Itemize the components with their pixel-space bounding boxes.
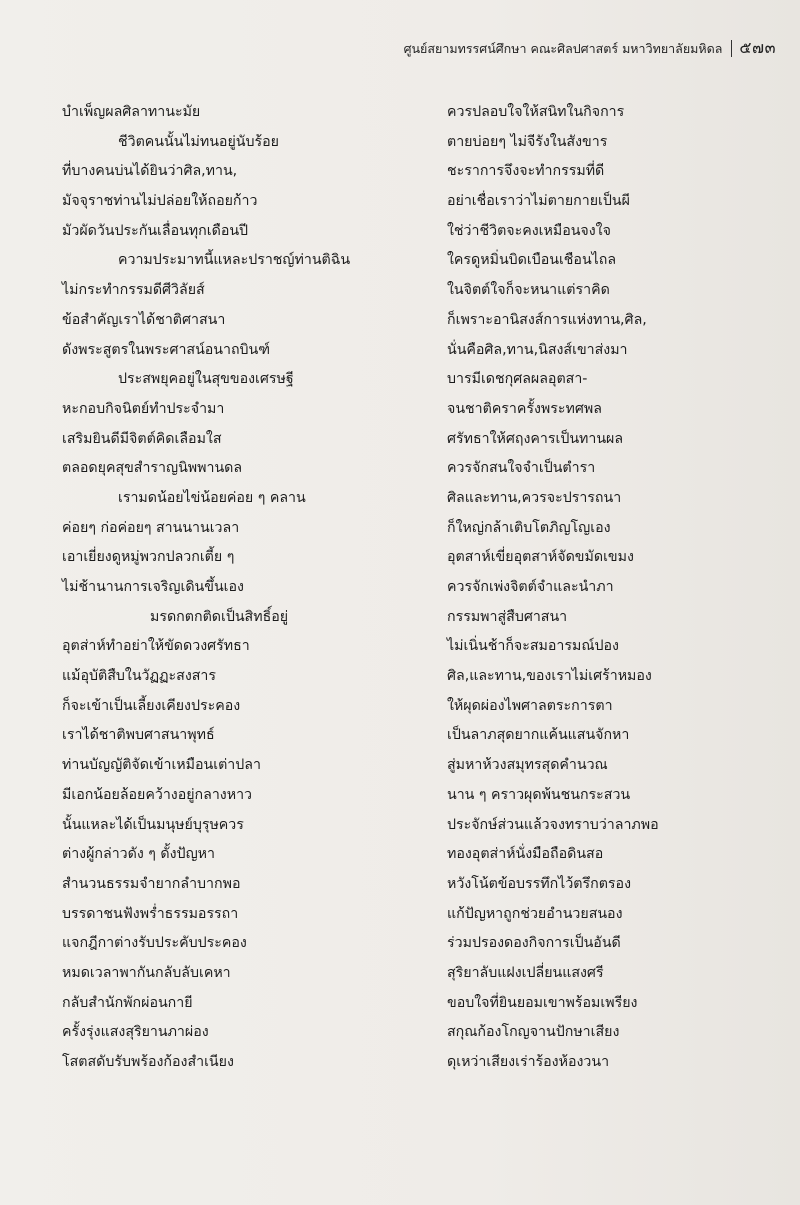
- verse-line: กรรมพาสู่สืบศาสนา: [447, 608, 568, 625]
- verse-line: ศิลและทาน,ควรจะปรารถนา: [447, 489, 622, 506]
- verse-line: เสริมยินดีมีจิตต์คิดเลือมใส: [62, 430, 222, 447]
- verse-line: นั้นแหละได้เป็นมนุษย์บุรุษควร: [62, 816, 244, 833]
- running-header: [404, 36, 776, 61]
- verse-line: ตายบ่อยๆ ไม่จีรังในสังขาร: [447, 133, 608, 150]
- verse-line: ครั้งรุ่งแสงสุริยานภาผ่อง: [62, 1024, 209, 1041]
- verse-line: เป็นลาภสุดยากแค้นแสนจักหา: [447, 727, 630, 744]
- verse-line: บำเพ็ญผลศิลาทานะมัย: [62, 104, 201, 120]
- right-verse-column: [447, 98, 659, 1078]
- verse-line: บรรดาชนฟังพร่ำธรรมอรรถา: [62, 905, 239, 922]
- verse-line: จนชาติคราครั้งพระทศพล: [447, 400, 602, 417]
- verse-line: ไม่กระทำกรรมดีศีวิลัยส์: [62, 282, 205, 299]
- header-divider: [731, 40, 732, 57]
- verse-line: ควรจักสนใจจำเป็นตำรา: [447, 460, 596, 477]
- verse-line: ข้อสำคัญเราได้ชาติศาสนา: [62, 311, 226, 328]
- verse-line: อย่าเชื่อเราว่าไม่ตายกายเป็นผี: [447, 193, 630, 210]
- verse-line: ชีวิตคนนั้นไม่ทนอยู่นับร้อย: [118, 133, 279, 150]
- verse-line: สำนวนธรรมจำยากลำบากพอ: [62, 875, 241, 892]
- verse-line: ไม่ช้านานการเจริญเดินขึ้นเอง: [62, 579, 244, 595]
- verse-line: ศรัทธาให้ศฤงคารเป็นทานผล: [447, 430, 624, 447]
- verse-line: ควรปลอบใจให้สนิทในกิจการ: [447, 104, 625, 120]
- verse-line: นั่นคือศิล,ทาน,นิสงส์เขาส่งมา: [447, 341, 628, 358]
- verse-line: ควรจักเพ่งจิตต์จำและนำภา: [447, 579, 614, 595]
- verse-line: ใช่ว่าชีวิตจะคงเหมือนจงใจ: [447, 222, 611, 239]
- verse-line: ร่วมปรองดองกิจการเป็นอันดี: [447, 935, 621, 952]
- verse-line: ในจิตต์ใจก็จะหนาแต่ราคิด: [447, 282, 610, 299]
- verse-line: มัจจุราชท่านไม่ปล่อยให้ถอยก้าว: [62, 193, 258, 210]
- verse-line: สู่มหาห้วงสมุทรสุดคำนวณ: [447, 757, 608, 774]
- verse-line: ที่บางคนบ่นได้ยินว่าศิล,ทาน,: [62, 163, 238, 180]
- verse-line: ศิล,และทาน,ของเราไม่เศร้าหมอง: [447, 668, 652, 685]
- verse-line: หะกอบกิจนิตย์ทำประจำมา: [62, 400, 225, 417]
- verse-line: สุริยาลับแฝงเปลี่ยนแสงศรี: [447, 964, 604, 981]
- verse-line: เอาเยี่ยงดูหมู่พวกปลวกเตี้ย ๆ: [62, 549, 235, 566]
- verse-line: ตลอดยุคสุขสำราญนิพพานดล: [62, 460, 243, 477]
- verse-line: อุตส่าห์ทำอย่าให้ขัดดวงศรัทธา: [62, 638, 250, 655]
- verse-line: ให้ผุดผ่องไพศาลตระการตา: [447, 697, 613, 714]
- verse-line: ก็ใหญ่กล้าเติบโตภิญโญเอง: [447, 519, 611, 536]
- verse-line: ก็เพราะอานิสงส์การแห่งทาน,ศิล,: [447, 311, 647, 328]
- verse-line: ทองอุตส่าห์นั่งมือถือดินสอ: [447, 846, 604, 863]
- verse-line: ขอบใจที่ยินยอมเขาพร้อมเพรียง: [447, 994, 638, 1011]
- left-verse-column: [62, 98, 350, 1078]
- verse-line: ค่อยๆ ก่อค่อยๆ สานนานเวลา: [62, 519, 240, 536]
- header-title: ศูนย์สยามทรรศน์ศึกษา คณะศิลปศาสตร์ มหาวิทยาลัยมหิดล: [403, 40, 723, 56]
- verse-line: กลับสำนักพักผ่อนกายี: [62, 994, 193, 1011]
- verse-line: สกุณก้องโกญจานปักษาเสียง: [447, 1024, 620, 1041]
- verse-line: อุตสาห์เขี่ยอุตสาห์จัดขมัดเขมง: [447, 549, 634, 566]
- verse-line: เราได้ชาติพบศาสนาพุทธ์: [62, 727, 215, 744]
- verse-line: ประสพยุคอยู่ในสุขของเศรษฐี: [118, 371, 294, 388]
- verse-line: ท่านบัญญัติจัดเข้าเหมือนเต่าปลา: [62, 757, 261, 774]
- verse-line: มัวผัดวันประกันเลื่อนทุกเดือนปี: [62, 222, 249, 239]
- verse-line: แม้อุบัติสืบในวัฏฏะสงสาร: [62, 668, 216, 685]
- verse-line: โสตสดับรับพร้องก้องสำเนียง: [62, 1054, 234, 1070]
- verse-line: บารมีเดชกุศลผลอุตสา-: [447, 371, 588, 388]
- verse-line: ไม่เนิ่นช้าก็จะสมอารมณ์ปอง: [447, 638, 619, 655]
- verse-line: ก็จะเข้าเป็นเลี้ยงเคียงประคอง: [62, 697, 241, 714]
- verse-line: หวังโน้ตข้อบรรทึกไว้ตรึกตรอง: [447, 875, 631, 892]
- verse-line: ประจักษ์ส่วนแล้วจงทราบว่าลาภพอ: [447, 816, 659, 833]
- page-number: ๕๗๓: [739, 38, 776, 57]
- verse-line: เรามดน้อยไข่น้อยค่อย ๆ คลาน: [118, 489, 306, 506]
- verse-line: ใครดูหมิ่นบิดเบือนเชือนไถล: [447, 252, 617, 269]
- verse-line: หมดเวลาพากันกลับลับเคหา: [62, 964, 231, 981]
- verse-line: แก้ปัญหาถูกช่วยอำนวยสนอง: [447, 905, 623, 922]
- verse-line: ความประมาทนี้แหละปราชญ์ท่านติฉิน: [118, 252, 351, 269]
- verse-line: ดุเหว่าเสียงเร่าร้องห้องวนา: [447, 1054, 610, 1070]
- verse-line: ต่างผู้กล่าวดัง ๆ ดั้งปัญหา: [62, 846, 215, 863]
- verse-line: มรดกตกติดเป็นสิทธิ์อยู่: [150, 608, 289, 625]
- verse-line: นาน ๆ คราวผุดพ้นชนกระสวน: [447, 786, 631, 803]
- verse-line: ชะราการจึงจะทำกรรมที่ดี: [447, 163, 605, 180]
- verse-line: ดังพระสูตรในพระศาสน์อนาถบินฑ์: [62, 341, 271, 358]
- verse-line: มีเอกน้อยล้อยคว้างอยู่กลางหาว: [62, 786, 253, 803]
- verse-line: แจกฎีกาต่างรับประคับประคอง: [62, 935, 247, 952]
